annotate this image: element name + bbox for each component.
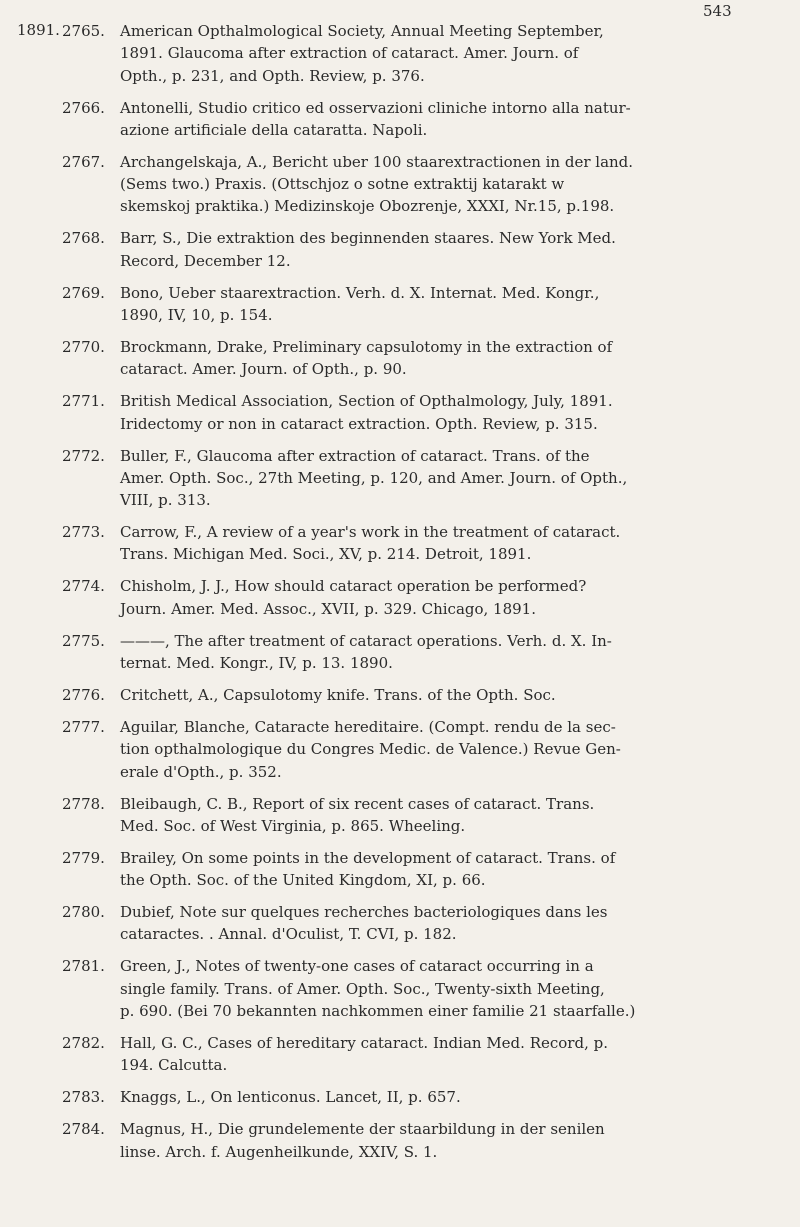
entry-number: 2767. [62,152,105,171]
bibliography-entry [62,20,792,87]
bibliography-entry [62,445,792,512]
bibliography-entry [62,97,792,142]
entry-number: 2766. [62,98,105,117]
entry-text: Barr, S., Die extraktion des beginnenden staares. New York Med. Record, December 12. [120,229,616,270]
entry-text: Bleibaugh, C. B., Report of six recent cases of cataract. Trans. Med. Soc. of West Virginia, p. 865. Wheeling. [120,794,595,835]
entry-number: 2776. [62,685,105,704]
entry-number: 2780. [62,903,105,922]
entry-number: 2769. [62,283,105,302]
entry-number: 2777. [62,717,105,736]
entry-number: 2782. [62,1033,105,1052]
entry-text: Critchett, A., Capsulotomy knife. Trans. of the Opth. Soc. [120,685,556,704]
entry-text: Aguilar, Blanche, Cataracte hereditaire. (Compt. rendu de la sec- tion opthalmologique du Congres Medic. de Valence.) Revue Gen- erale d'Opth., p. 352. [120,717,621,781]
bibliography-entry [62,151,792,218]
entry-number: 2770. [62,338,105,356]
entry-text: Bono, Ueber staarextraction. Verh. d. X. Internat. Med. Kongr., 1890, IV, 10, p. 154. [120,283,600,325]
bibliography-entry [62,1032,792,1077]
year-label: 1891. [17,21,60,39]
entry-text: American Opthalmological Society, Annual Meeting September, 1891. Glaucoma after extraction of cataract. Amer. Journ. of Opth., p. 231, and Opth. Review, p. 376. [120,22,604,85]
entry-number: 2774. [62,577,105,596]
page-number: 543 [703,2,732,20]
entry-text: Chisholm, J. J., How should cataract operation be performed? Journ. Amer. Med. Assoc., XVII, p. 329. Chicago, 1891. [120,577,587,618]
entry-number: 2781. [62,957,105,976]
bibliography-entry [62,390,792,435]
entry-text: ———, The after treatment of cataract operations. Verh. d. X. In- ternat. Med. Kongr., IV, p. 13. 1890. [120,631,612,672]
bibliography-entry [62,955,792,1022]
entry-number: 2779. [62,848,105,867]
entry-number: 2771. [62,392,105,411]
entry-text: Buller, F., Glaucoma after extraction of cataract. Trans. of the Amer. Opth. Soc., 27th Meeting, p. 120, and Amer. Journ. of Opth., VIII, p. 313. [120,446,628,510]
entry-number: 2778. [62,794,105,813]
entry-number: 2784. [62,1120,105,1139]
entry-number: 2765. [62,22,105,40]
entry-text: Brockmann, Drake, Preliminary capsulotomy in the extraction of cataract. Amer. Journ. of Opth., p. 90. [120,338,613,379]
bibliography-entry [62,282,792,327]
bibliography-list [62,20,792,1173]
entry-text: Archangelskaja, A., Bericht uber 100 staarextractionen in der land. (Sems two.) Praxis. (Ottschjoz o sotne extraktij katarakt w skemskoj praktika.) Medizinskoje Obozrenje, XXXI, Nr.15, p.198. [120,152,634,216]
bibliography-entry [62,575,792,620]
entry-number: 2783. [62,1088,105,1107]
entry-text: Antonelli, Studio critico ed osservazioni cliniche intorno alla natur- azione artificiale della cataratta. Napoli. [120,98,631,139]
bibliography-entry [62,684,792,706]
entry-text: Hall, G. C., Cases of hereditary cataract. Indian Med. Record, p. 194. Calcutta. [120,1033,608,1075]
bibliography-entry [62,1086,792,1108]
entry-text: British Medical Association, Section of Opthalmology, July, 1891. Iridectomy or non in cataract extraction. Opth. Review, p. 315. [120,392,613,433]
entry-text: Brailey, On some points in the development of cataract. Trans. of the Opth. Soc. of the United Kingdom, XI, p. 66. [120,848,616,890]
entry-text: Carrow, F., A review of a year's work in the treatment of cataract. Trans. Michigan Med. Soci., XV, p. 214. Detroit, 1891. [120,523,621,564]
entry-text: Green, J., Notes of twenty-one cases of cataract occurring in a single family. Trans. of Amer. Opth. Soc., Twenty-sixth Meeting, p. 690. (Bei 70 bekannten nachkommen einer familie 21 staarfalle.) [120,957,636,1020]
bibliography-entry [62,901,792,946]
entry-text: Dubief, Note sur quelques recherches bacteriologiques dans les cataractes. . Annal. d'Oculist, T. CVI, p. 182. [120,903,608,944]
bibliography-entry [62,630,792,675]
bibliography-entry [62,336,792,381]
entry-text: Knaggs, L., On lenticonus. Lancet, II, p. 657. [120,1088,461,1107]
entry-number: 2773. [62,523,105,542]
bibliography-entry [62,521,792,566]
bibliography-entry [62,716,792,783]
entry-text: Magnus, H., Die grundelemente der staarbildung in der senilen linse. Arch. f. Augenheilkunde, XXIV, S. 1. [120,1120,605,1161]
entry-number: 2768. [62,229,105,248]
entry-number: 2775. [62,631,105,650]
bibliography-entry [62,847,792,892]
entry-number: 2772. [62,446,105,465]
bibliography-entry [62,793,792,838]
bibliography-entry [62,227,792,272]
bibliography-entry [62,1118,792,1163]
